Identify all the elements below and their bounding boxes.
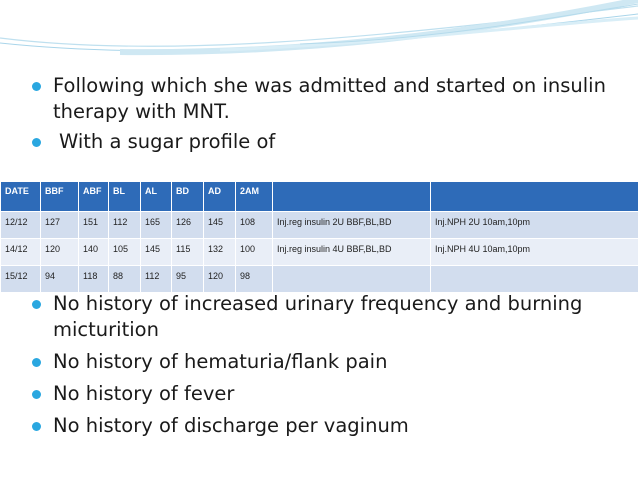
bullet-text: No history of hematuria/flank pain (53, 350, 388, 373)
bullet-item (0, 381, 638, 407)
bullet-dot-icon (32, 422, 41, 431)
table-cell: 108 (236, 212, 273, 239)
bullet-item (0, 349, 638, 375)
column-header (273, 182, 431, 212)
column-header: AD (204, 182, 236, 212)
table-cell: 140 (79, 239, 109, 266)
table-cell: Inj.NPH 2U 10am,10pm (431, 212, 638, 239)
column-header: DATE (1, 182, 41, 212)
top-bullet-list (0, 73, 638, 159)
bullet-dot-icon (32, 138, 41, 147)
bullet-dot-icon (32, 390, 41, 399)
bullet-item (0, 73, 638, 125)
bottom-bullet-list (0, 291, 638, 445)
table-cell: 145 (141, 239, 172, 266)
column-header: AL (141, 182, 172, 212)
bullet-dot-icon (32, 300, 41, 309)
bullet-item (0, 413, 638, 439)
table-cell: 88 (109, 266, 141, 293)
table-cell: 118 (79, 266, 109, 293)
table-cell: 165 (141, 212, 172, 239)
table-cell (431, 266, 638, 293)
table-cell: 94 (41, 266, 79, 293)
table-cell: 115 (172, 239, 204, 266)
table-cell: 132 (204, 239, 236, 266)
table-cell: 95 (172, 266, 204, 293)
table-cell: 98 (236, 266, 273, 293)
table-row (1, 239, 638, 266)
decorative-swoosh (0, 0, 638, 70)
table-cell: 105 (109, 239, 141, 266)
bullet-item (0, 129, 638, 155)
table-cell: Inj.reg insulin 2U BBF,BL,BD (273, 212, 431, 239)
column-header: BD (172, 182, 204, 212)
table-cell: 14/12 (1, 239, 41, 266)
table-cell: Inj.reg insulin 4U BBF,BL,BD (273, 239, 431, 266)
bullet-dot-icon (32, 358, 41, 367)
table-row (1, 266, 638, 293)
table-row (1, 212, 638, 239)
column-header: BL (109, 182, 141, 212)
table-cell: 120 (204, 266, 236, 293)
column-header: ABF (79, 182, 109, 212)
table-cell: 112 (109, 212, 141, 239)
bullet-item (0, 291, 638, 343)
table-cell: 12/12 (1, 212, 41, 239)
bullet-text: No history of discharge per vaginum (53, 414, 409, 437)
column-header (431, 182, 638, 212)
table-cell: 126 (172, 212, 204, 239)
bullet-text: Following which she was admitted and started on insulin therapy with MNT. (53, 74, 606, 123)
table-cell: 127 (41, 212, 79, 239)
table-cell (273, 266, 431, 293)
table-cell: Inj.NPH 4U 10am,10pm (431, 239, 638, 266)
column-header: 2AM (236, 182, 273, 212)
table-cell: 120 (41, 239, 79, 266)
table-cell: 100 (236, 239, 273, 266)
table-header-row (1, 182, 638, 212)
sugar-profile-table (0, 181, 638, 293)
table-cell: 151 (79, 212, 109, 239)
table-cell: 15/12 (1, 266, 41, 293)
table-cell: 112 (141, 266, 172, 293)
bullet-text: No history of fever (53, 382, 235, 405)
bullet-text: No history of increased urinary frequency and burning micturition (53, 292, 583, 341)
bullet-text: With a sugar profile of (59, 130, 276, 153)
bullet-dot-icon (32, 82, 41, 91)
column-header: BBF (41, 182, 79, 212)
table-cell: 145 (204, 212, 236, 239)
